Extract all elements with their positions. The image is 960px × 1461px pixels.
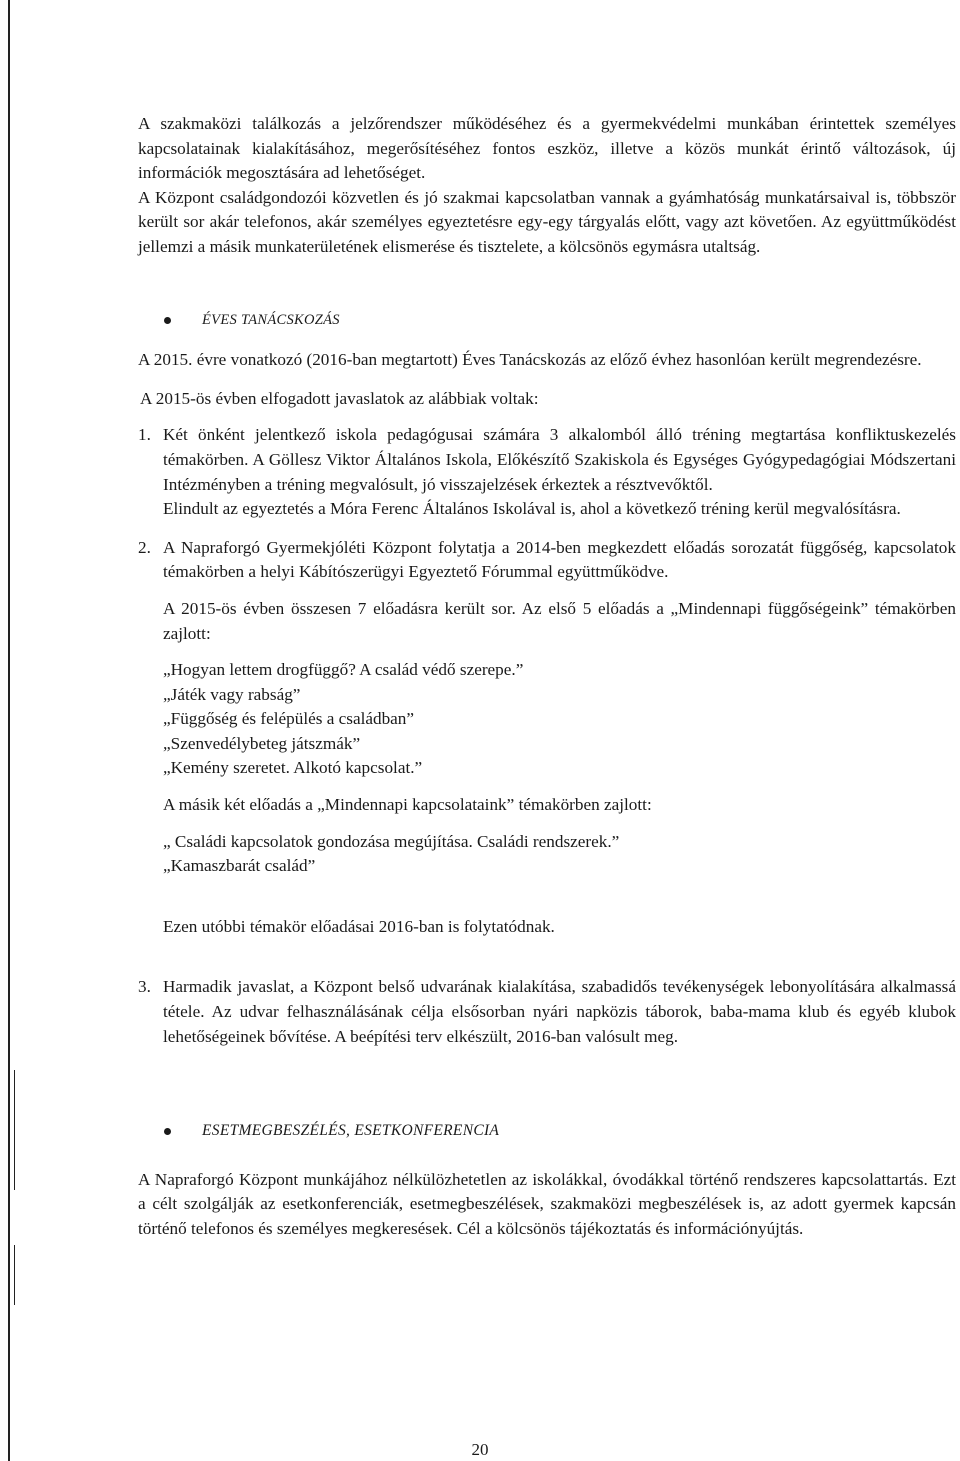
bullet-icon: [164, 1128, 171, 1135]
list-item-1: [138, 423, 956, 521]
list-item-text: Elindult az egyeztetés a Móra Ferenc Általános Iskolával is, ahol a következő tréning kerül megvalósításra.: [163, 499, 901, 519]
quote-line: „Hogyan lettem drogfüggő? A család védő szerepe.”: [163, 660, 524, 680]
section-heading-label: ESETMEGBESZÉLÉS, ESETKONFERENCIA: [202, 1122, 500, 1140]
list-item-text: Harmadik javaslat, a Központ belső udvarának kialakítása, szabadidős tevékenységek lebonyolítására alkalmassá tétele. Az udvar felhasználásának célja elsősorban nyári napközis táborok, baba-mama klub és egyéb klubok lehetőségeinek bővítése. A beépítési terv elkészült, 2016-ban valósult meg.: [163, 977, 956, 1046]
list-item-text: A Napraforgó Gyermekjóléti Központ folytatja a 2014-ben megkezdett előadás sorozatát függőség, kapcsolatok témakörben a helyi Kábítószerügyi Egyeztető Fórummal együttműködve.: [163, 537, 956, 582]
section-heading-eves: [138, 308, 956, 333]
list-item-text: A 2015-ös évben összesen 7 előadásra került sor. Az első 5 előadás a „Mindennapi függőségeink” témakörben zajlott:: [163, 598, 956, 643]
document-page: [138, 112, 956, 1242]
intro-paragraph-2: A Központ családgondozói közvetlen és jó szakmai kapcsolatban vannak a gyámhatóság munkatársaival is, többször került sor akár telefonos, akár személyes egyeztetésre egy-egy tárgyalás előtt, vagy azt követően. Az együttműködést jellemzi a másik munkaterületének elismerése és tisztelete, a kölcsönös egymásra utaltság.: [138, 187, 956, 256]
quote-line: „Kamaszbarát család”: [163, 856, 316, 876]
quote-line: „Játék vagy rabság”: [163, 684, 301, 704]
quote-line: „Függőség és felépülés a családban”: [163, 709, 415, 729]
list-number: 1.: [138, 425, 151, 445]
scan-mark: [14, 1070, 15, 1190]
section-heading-eset: [138, 1119, 956, 1144]
eset-paragraph-1: A Napraforgó Központ munkájához nélkülözhetetlen az iskolákkal, óvodákkal történő rendszeres kapcsolattartás. Ezt a célt szolgálják az esetkonferenciák, esetmegbeszélések, szakmaközi megbeszélések is, az adott gyermek kapcsán történő telefonos és személyes megkeresések. Cél a kölcsönös tájékoztatás és információnyújtás.: [138, 1169, 956, 1238]
list-item-text: A másik két előadás a „Mindennapi kapcsolataink” témakörben zajlott:: [163, 795, 652, 815]
quote-line: „Kemény szeretet. Alkotó kapcsolat.”: [163, 758, 423, 778]
list-item-text: Két önként jelentkező iskola pedagógusai számára 3 alkalomból álló tréning megtartása konfliktuskezelés témakörben. A Göllesz Viktor Általános Iskola, Előkészítő Szakiskola és Egységes Gyógypedagógiai Módszertani Intézményben a tréning megvalósult, jó visszajelzések érkeztek a résztvevőktől.: [163, 425, 956, 494]
list-item-3: [138, 975, 956, 1049]
bullet-icon: [164, 317, 171, 324]
quote-line: „Szenvedélybeteg játszmák”: [163, 733, 361, 753]
list-item-text: Ezen utóbbi témakör előadásai 2016-ban is folytatódnak.: [163, 916, 555, 936]
scan-mark: [14, 1245, 15, 1305]
eves-paragraph-2: A 2015-ös évben elfogadott javaslatok az alábbiak voltak:: [140, 388, 539, 408]
quote-list: [163, 658, 956, 781]
scan-edge-line: [8, 0, 10, 1461]
quote-list: [163, 830, 956, 879]
section-heading-label: ÉVES TANÁCSKOZÁS: [202, 311, 340, 328]
intro-paragraph-1: A szakmaközi találkozás a jelzőrendszer működéséhez és a gyermekvédelmi munkában érintettek személyes kapcsolatainak kialakításához, megerősítéséhez fontos eszköz, illetve a közös munkát érintő változások, új információk megosztására ad lehetőséget.: [138, 114, 956, 183]
page-number: 20: [471, 1440, 489, 1459]
list-number: 3.: [138, 977, 151, 997]
quote-line: „ Családi kapcsolatok gondozása megújítása. Családi rendszerek.”: [163, 831, 620, 851]
list-item-2: [138, 536, 956, 940]
eves-paragraph-1: A 2015. évre vonatkozó (2016-ban megtartott) Éves Tanácskozás az előző évhez hasonlóan került megrendezésre.: [138, 350, 922, 370]
list-number: 2.: [138, 537, 151, 557]
